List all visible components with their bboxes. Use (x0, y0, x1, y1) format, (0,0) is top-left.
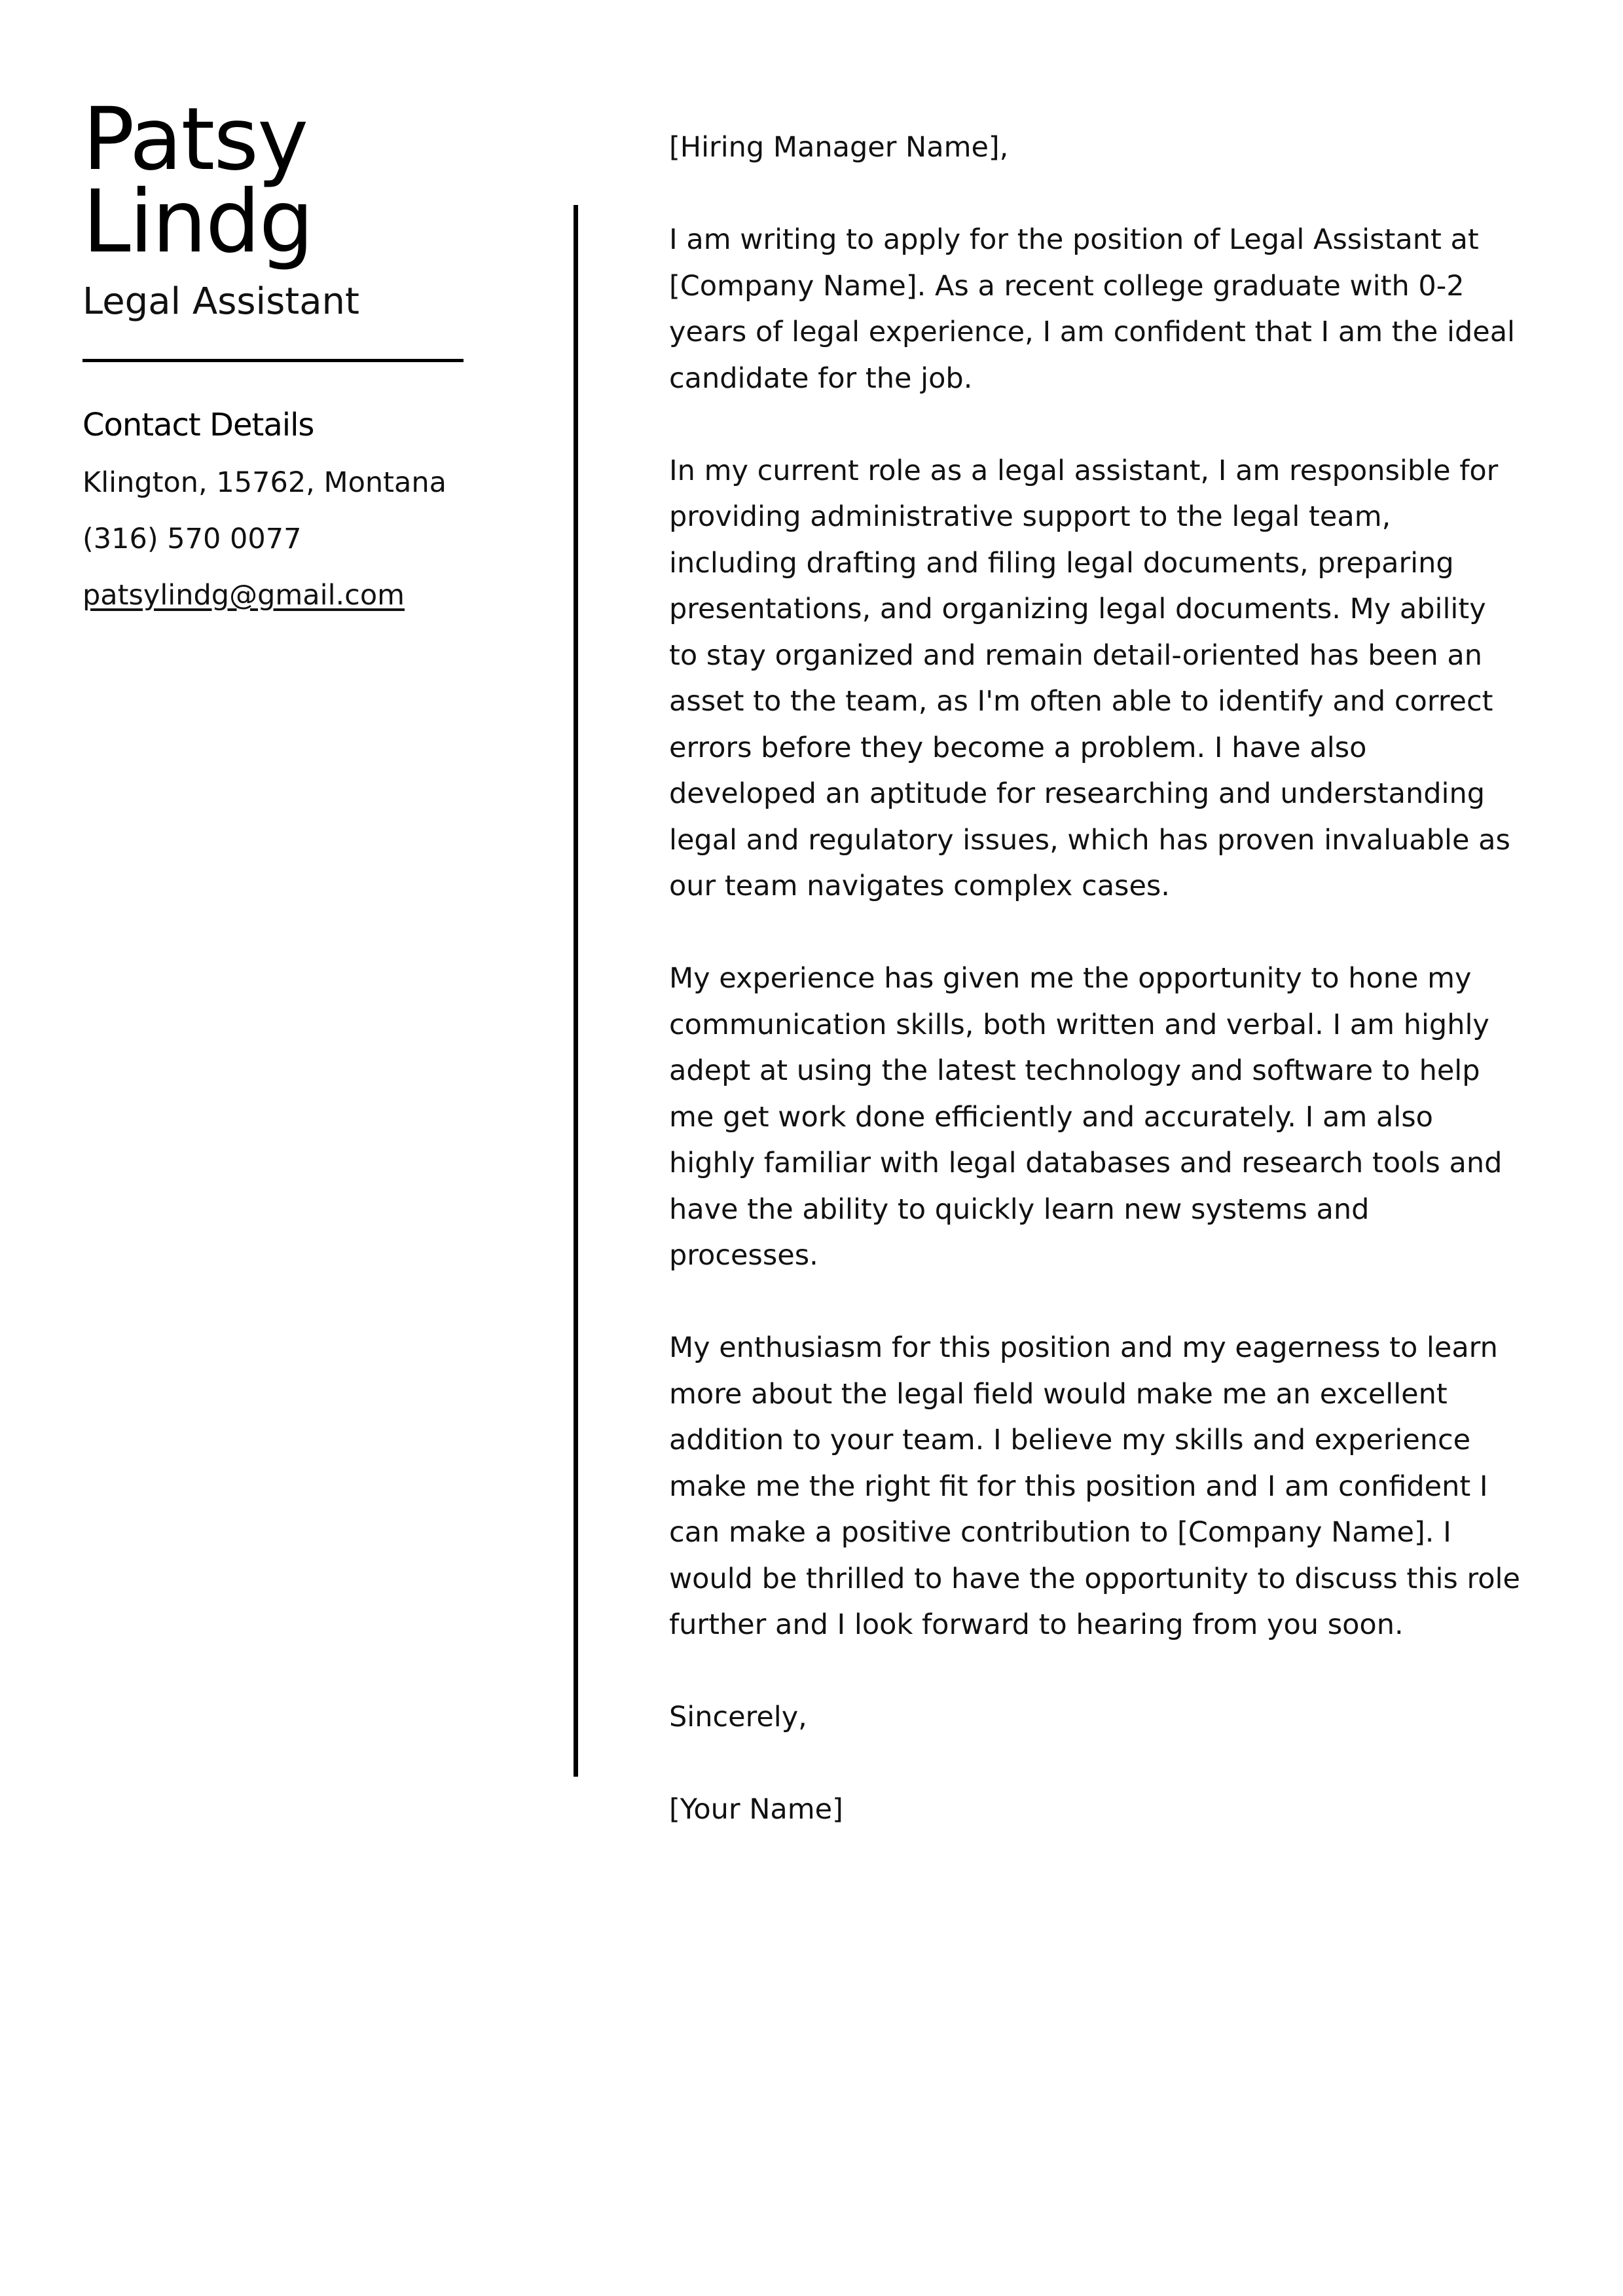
contact-email-link[interactable]: patsylindg@gmail.com (82, 579, 405, 612)
letter-paragraph: In my current role as a legal assistant, I am responsible for providing administrative support to the legal team, including drafting and filing legal documents, preparing presentations, and organizing legal documents. My ability to stay organized and remain detail-oriented has been an asset to the team, as I'm often able to identify and correct errors before they become a problem. I have also developed an aptitude for researching and understanding legal and regulatory issues, which has proven invaluable as our team navigates complex cases. (669, 454, 1510, 902)
contact-address: Klington, 15762, Montana (82, 466, 447, 499)
contact-heading: Contact Details (82, 407, 314, 443)
first-name: Patsy (82, 89, 308, 190)
letter-greeting: [Hiring Manager Name], (669, 131, 1009, 164)
letter-body (669, 124, 1520, 1833)
sidebar (82, 89, 469, 614)
letter-paragraph: I am writing to apply for the position of Legal Assistant at [Company Name]. As a recent college graduate with 0-2 years of legal experience, I am confident that I am the ideal candidate for the job. (669, 223, 1515, 395)
job-title: Legal Assistant (82, 280, 360, 323)
letter-closing: Sincerely, (669, 1701, 807, 1733)
last-name: Lindg (82, 172, 313, 272)
sidebar-divider (82, 359, 464, 362)
letter-signature: [Your Name] (669, 1793, 843, 1826)
letter-paragraph: My experience has given me the opportunity to hone my communication skills, both written and verbal. I am highly adept at using the latest technology and software to help me get work done efficiently and accurately. I am also highly familiar with legal databases and research tools and have the ability to quickly learn new systems and processes. (669, 962, 1503, 1272)
contact-phone: (316) 570 0077 (82, 523, 302, 555)
vertical-divider (574, 205, 578, 1777)
letter-paragraph: My enthusiasm for this position and my eagerness to learn more about the legal field would make me an excellent addition to your team. I believe my skills and experience make me the right fit for this position and I am confident I can make a positive contribution to [Company Name]. I would be thrilled to have the opportunity to discuss this role further and I look forward to hearing from you soon. (669, 1331, 1520, 1641)
